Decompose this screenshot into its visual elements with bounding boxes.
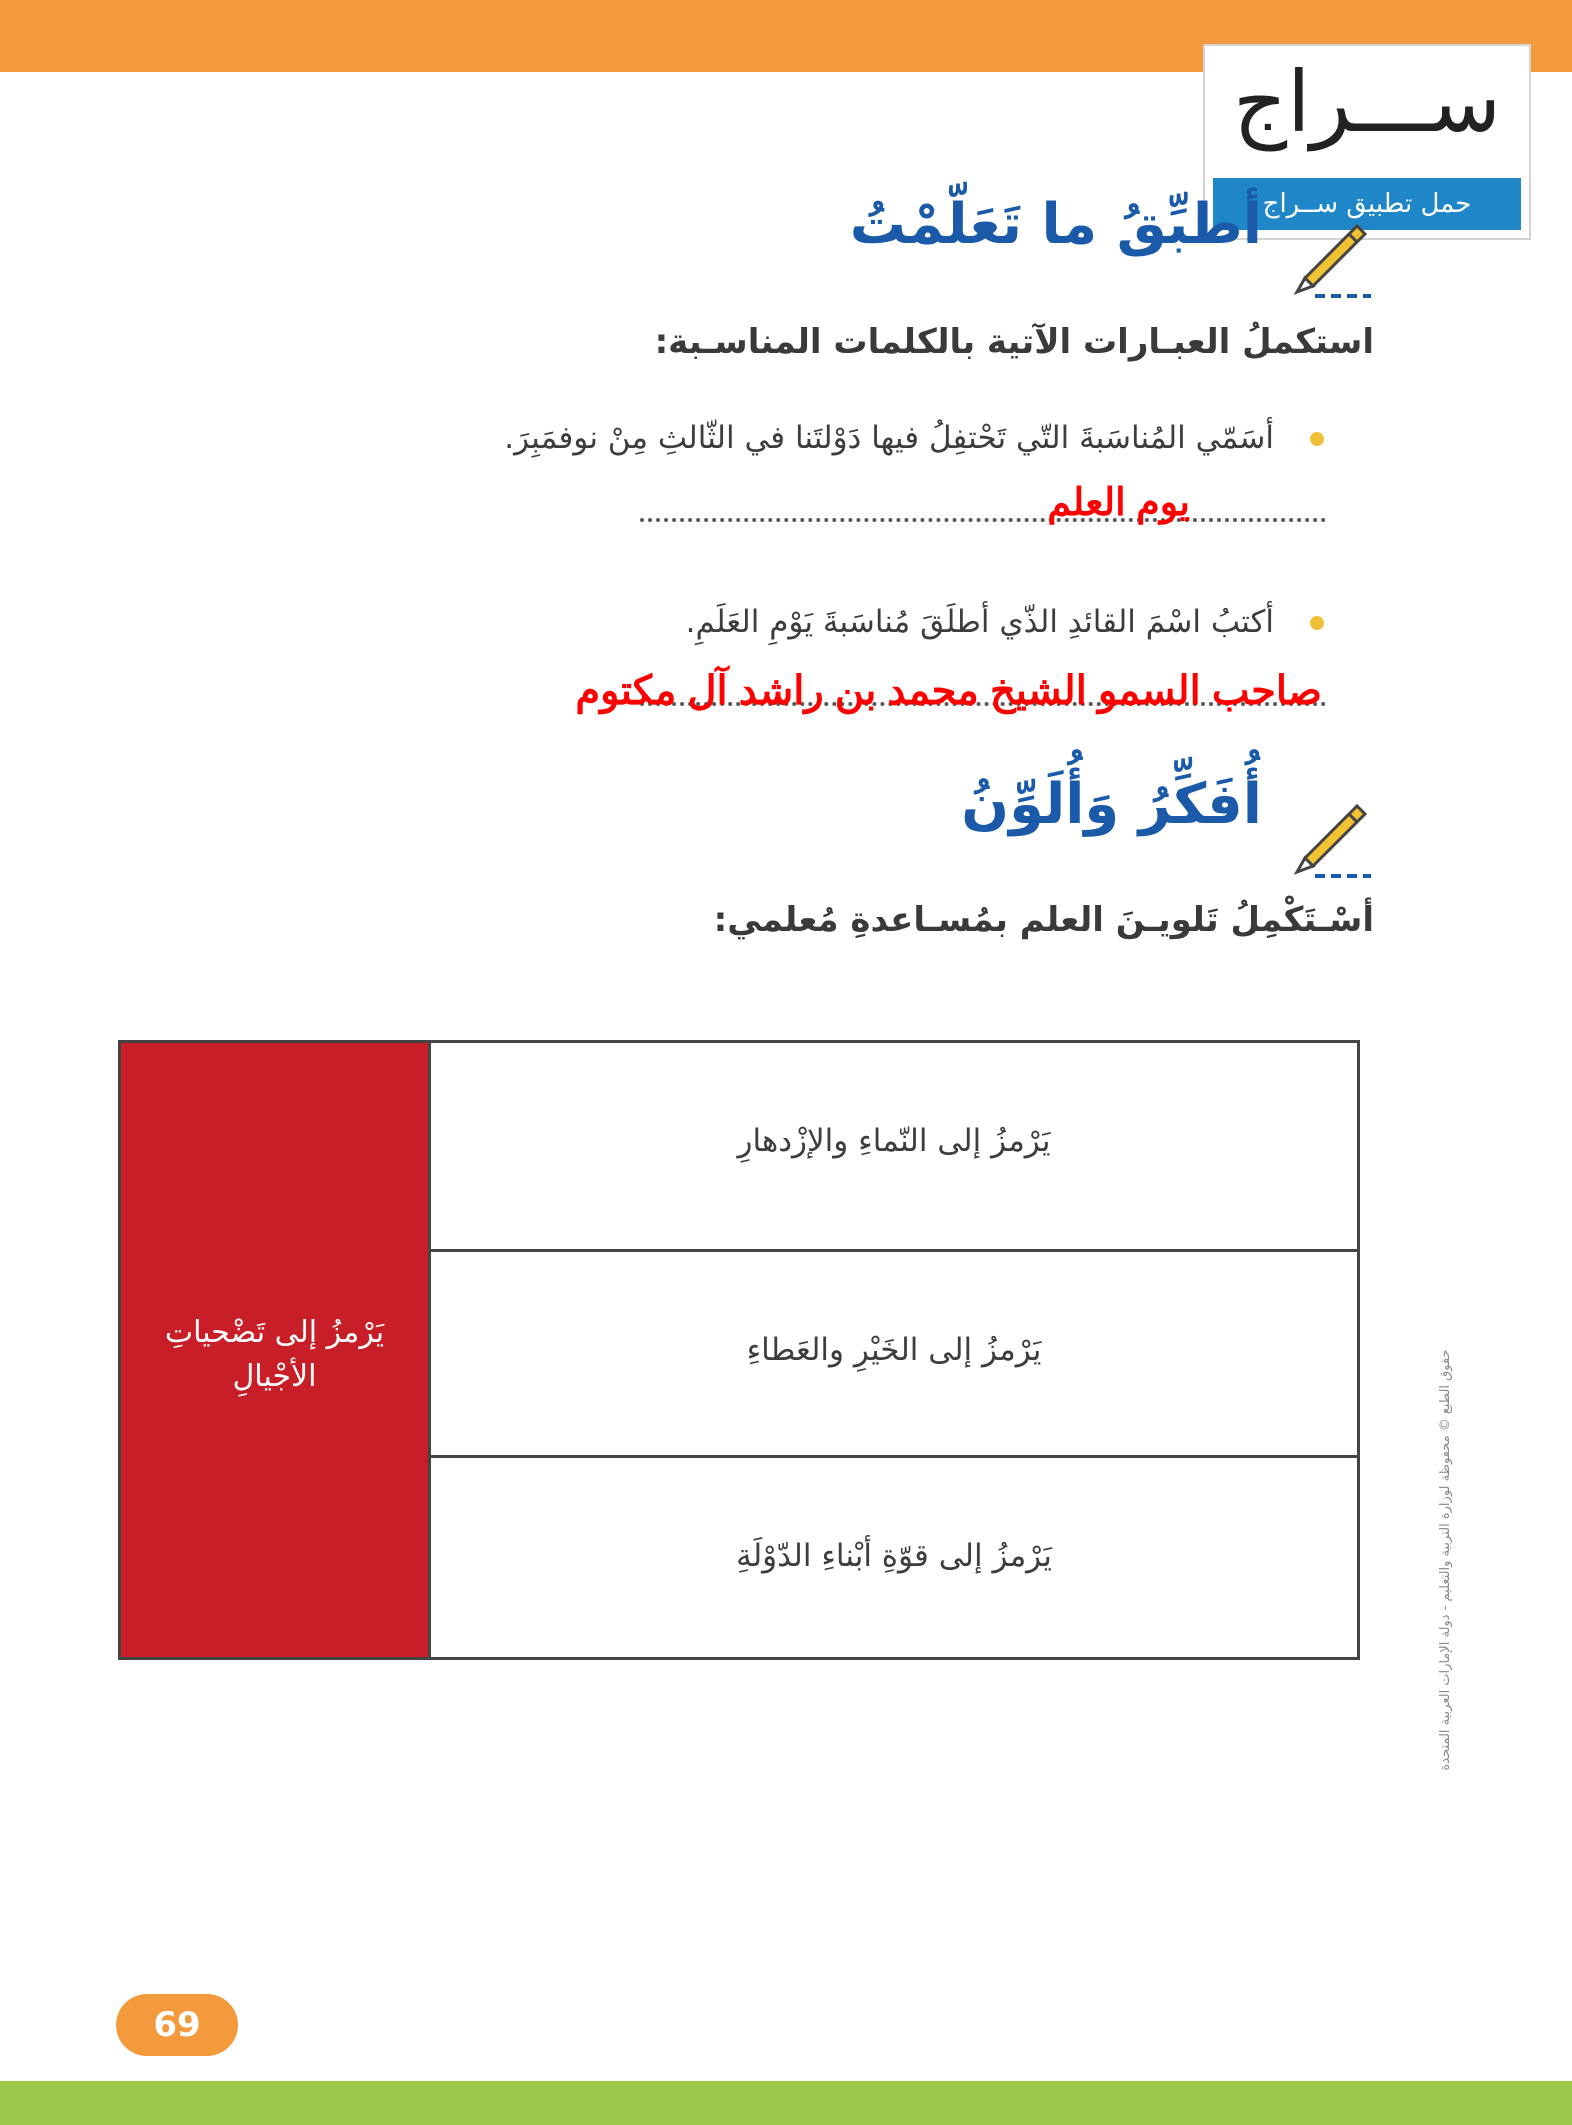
instruction-complete-sentences: استكملُ العبـارات الآتية بالكلمات المناسـبة:: [654, 322, 1374, 362]
section-title-apply: أطبِّقُ ما تَعَلّمْتُ: [849, 192, 1262, 257]
stripe-label: يَرْمزُ إلى الخَيْرِ والعَطاءِ: [746, 1332, 1042, 1368]
copyright-vertical: [1438, 1330, 1456, 1790]
copyright-text: حقوق الطبع © محفوظة لوزارة التربية والتعليم - دولة الإمارات العربية المتحدة: [1438, 1349, 1453, 1771]
pencil-icon: [1275, 200, 1375, 300]
bullet-dot: [1310, 616, 1324, 630]
answer-2: صاحب السمو الشيخ محمد بن راشد آل مكتوم: [575, 669, 1322, 713]
flag-stripe-white[interactable]: [431, 1249, 1357, 1455]
flag-red-band: [121, 1043, 431, 1657]
stripe-label: يَرْمزُ إلى النّماءِ والإزْدهارِ: [737, 1123, 1051, 1159]
flag-coloring-table: [118, 1040, 1360, 1660]
red-band-label: يَرْمزُ إلى تَضْحياتِ الأجْيالِ: [164, 1315, 385, 1394]
question-2-text: أكتبُ اسْمَ القائدِ الذّي أطلَقَ مُناسَبةَ يَوْمِ العَلَمِ.: [685, 604, 1274, 640]
logo-tagline: حمل تطبيق ســراج: [1213, 178, 1521, 230]
answer-line-1[interactable]: [640, 518, 1326, 522]
bottom-green-bar: [0, 2081, 1572, 2125]
section-title-think-color: أُفَكِّرُ وَأُلَوِّنُ: [961, 772, 1262, 837]
instruction-color-flag: أسْـتَكْمِلُ تَلويـنَ العلم بمُسـاعدةِ مُعلمي:: [713, 900, 1374, 940]
flag-stripe-black[interactable]: [431, 1455, 1357, 1661]
stripe-label: يَرْمزُ إلى قوّةِ أبْناءِ الدّوْلَةِ: [736, 1538, 1052, 1574]
question-1-text: أسَمّي المُناسَبةَ التّي تَحْتفِلُ فيها دَوْلتَنا في الثّالثِ مِنْ نوفمَبِرَ.: [504, 420, 1274, 456]
logo-wordmark: ســـراج: [1232, 53, 1502, 151]
flag-stripe-green[interactable]: [431, 1043, 1357, 1249]
pencil-icon: [1275, 780, 1375, 880]
page-number: 69: [116, 1994, 238, 2056]
answer-1: يوم العلم: [1047, 482, 1190, 524]
bullet-dot: [1310, 432, 1324, 446]
